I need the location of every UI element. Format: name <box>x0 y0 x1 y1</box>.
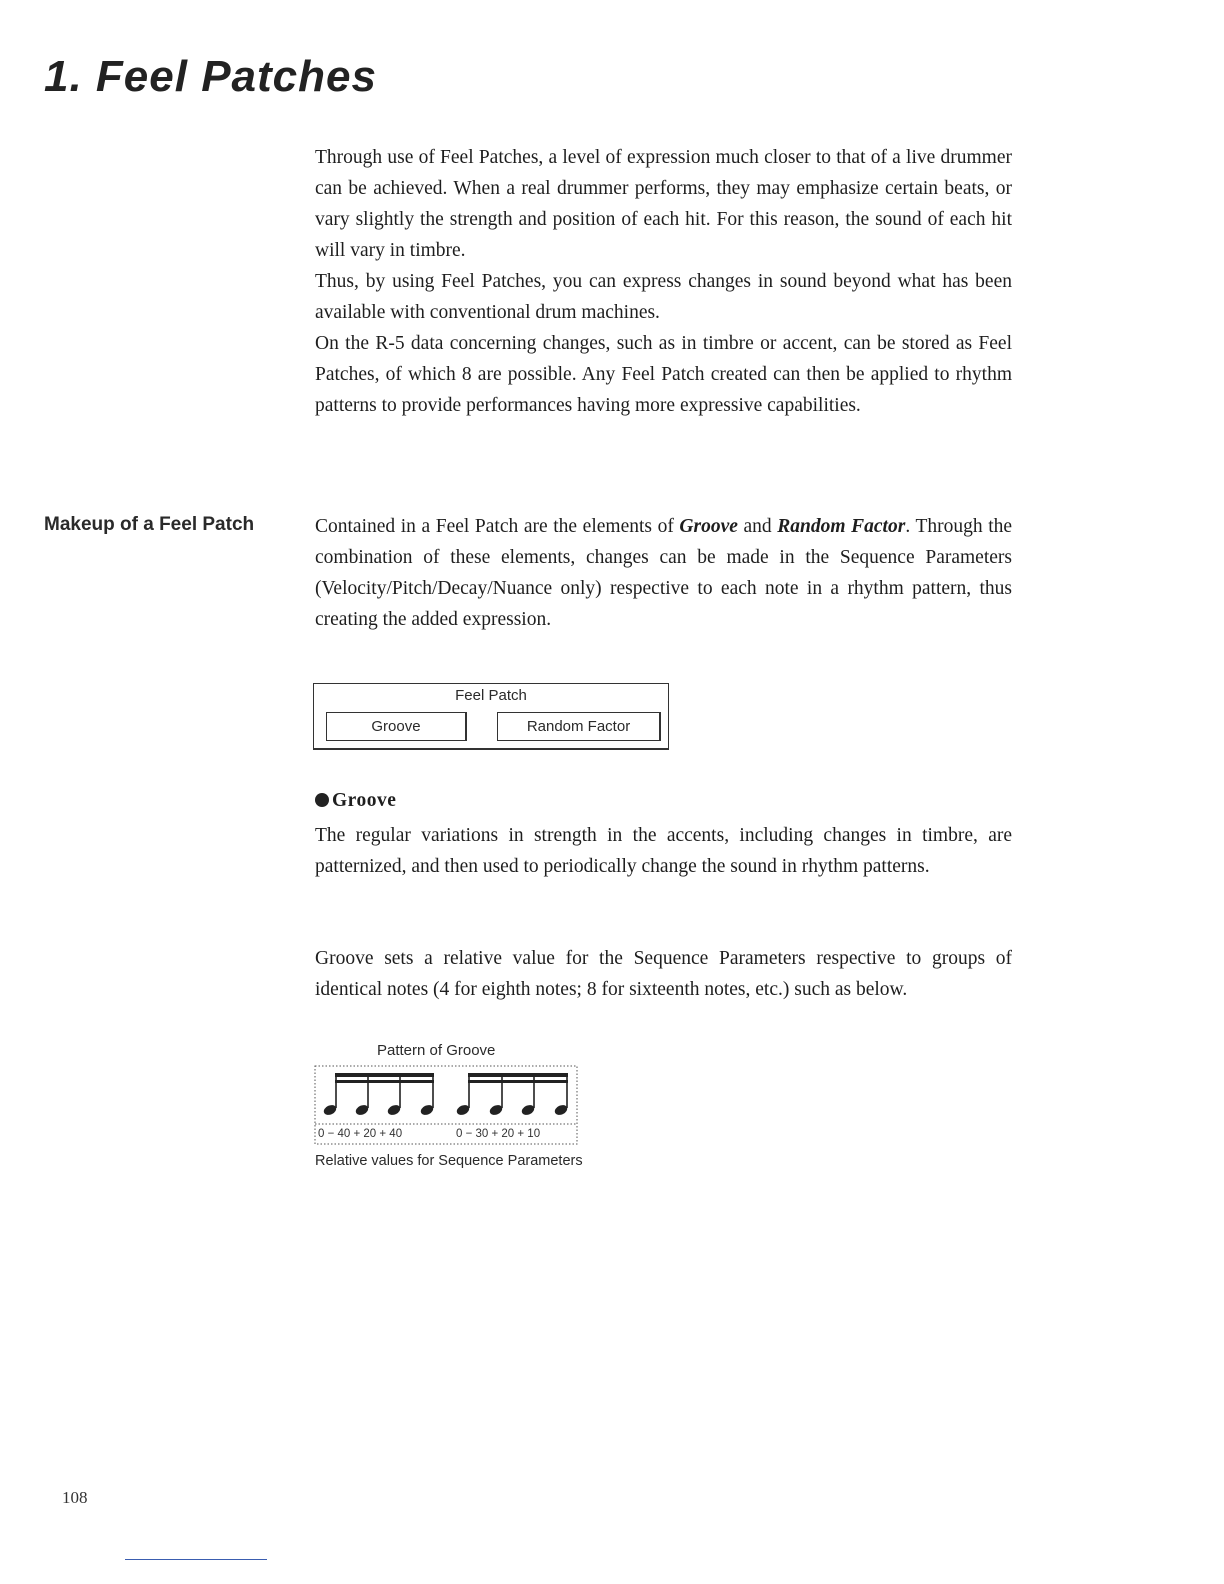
groove-paragraph-2: Groove sets a relative value for the Sequence Parameters respective to groups of identical notes (4 for eighth notes; 8 for sixteenth notes, etc.) such as below. <box>315 948 1012 1000</box>
makeup-line-end: . <box>905 516 911 537</box>
makeup-section <box>315 511 1012 635</box>
page-number: 108 <box>62 1488 88 1507</box>
makeup-heading: Makeup of a Feel Patch <box>44 514 255 535</box>
intro-paragraph-2: Thus, by using Feel Patches, you can express changes in sound beyond what has been available with conventional drum machines. <box>315 271 1012 323</box>
page-title: 1. Feel Patches <box>44 52 377 101</box>
intro-paragraph-1: Through use of Feel Patches, a level of expression much closer to that of a live drummer can be achieved. When a real drummer performs, they may emphasize certain beats, or vary slightly the strength and position of each hit. For this reason, the sound of each hit will vary in timbre. <box>315 147 1012 261</box>
intro-section <box>315 142 1012 421</box>
note-group-1 <box>322 1073 435 1117</box>
groove-values-group-1: 0 − 40 + 20 + 40 <box>318 1128 403 1140</box>
feel-patch-diagram-title: Feel Patch <box>455 687 527 704</box>
relative-values-caption: Relative values for Sequence Parameters <box>315 1153 583 1169</box>
groove-box: Groove <box>326 712 467 741</box>
makeup-line-start: Contained in a Feel Patch are the elements of <box>315 516 680 537</box>
footer-rule <box>125 1559 267 1560</box>
makeup-paragraph <box>315 511 1012 635</box>
groove-heading <box>315 790 396 812</box>
intro-paragraph-3: On the R-5 data concerning changes, such as in timbre or accent, can be stored as Feel Patches, of which 8 are possible. Any Feel Patch created can then be applied to rhythm patterns to provide performances having more expressive capabilities. <box>315 333 1012 416</box>
feel-patch-diagram <box>313 683 669 750</box>
makeup-rest: Through the combination of these elements, changes can be made in the Sequence Parameters (Velocity/Pitch/Decay/Nuance only) respective to each note in a rhythm pattern, thus creating the added expression. <box>315 516 1013 630</box>
random-factor-term: Random Factor <box>777 516 906 537</box>
groove-values-group-2: 0 − 30 + 20 + 10 <box>456 1128 541 1140</box>
makeup-and: and <box>737 516 778 537</box>
groove-pattern-caption: Pattern of Groove <box>377 1042 496 1059</box>
random-factor-box: Random Factor <box>497 712 661 741</box>
groove-heading-label: Groove <box>332 790 397 811</box>
bullet-icon <box>315 793 329 807</box>
note-group-2 <box>455 1073 569 1117</box>
groove-term: Groove <box>679 516 738 537</box>
groove-paragraph-1: The regular variations in strength in the accents, including changes in timbre, are patternized, and then used to periodically change the sound in rhythm patterns. <box>315 825 1012 877</box>
